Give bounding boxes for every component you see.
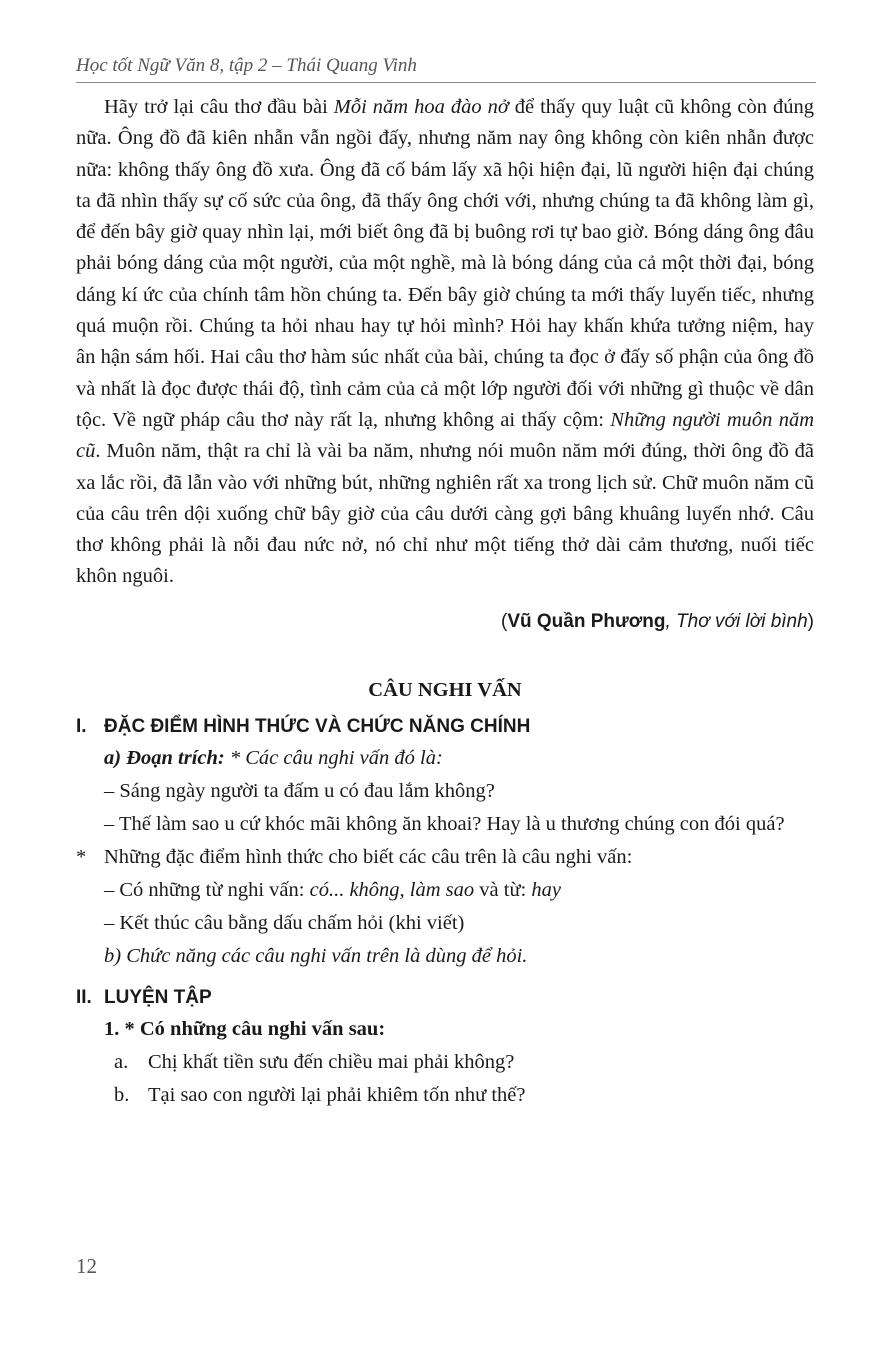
attribution-sep: ,: [665, 610, 677, 632]
page-body: [76, 92, 814, 1112]
question-2: – Thế làm sao u cứ khóc mãi không ăn khoai? Hay là u thương chúng con đói quá?: [104, 812, 785, 835]
essay-paragraph: [76, 92, 814, 593]
attribution: [76, 611, 814, 633]
part1-b-line: b) Chức năng các câu nghi vấn trên là dùng để hỏi.: [104, 944, 528, 967]
exercise-1-text: * Có những câu nghi vấn sau:: [119, 1017, 386, 1040]
exercise-1: [76, 1013, 814, 1046]
part1-number: I.: [76, 715, 87, 737]
essay-text-3: . Muôn năm, thật ra chỉ là vài ba năm, nhưng nói muôn năm mới đúng, thời ông đồ đã xa lắc rồi, đã lẫn vào với những bút, những nghiên rất xa trong lịch sử. Chữ muôn năm cũ của câu trên dội xuống chữ bây giờ của câu dưới càng gợi bâng khuâng luyến nhớ. Câu thơ không phải là nỗi đau nức nở, nó chỉ như một tiếng thở dài cảm thương, nuối tiếc khôn nguôi.: [76, 440, 814, 588]
question-1: – Sáng ngày người ta đấm u có đau lắm không?: [104, 779, 495, 802]
feature-1-b: có... không, làm sao: [309, 878, 475, 901]
list-item-letter: b.: [114, 1083, 130, 1106]
feature-1-a: – Có những từ nghi vấn:: [104, 878, 310, 901]
list-item: [76, 1079, 814, 1112]
features-text: Những đặc điểm hình thức cho biết các câu trên là câu nghi vấn:: [104, 845, 633, 868]
list-item-text: Tại sao con người lại phải khiêm tốn như thế?: [148, 1083, 526, 1106]
attribution-open: (: [501, 610, 508, 632]
attribution-author: Vũ Quần Phương: [507, 610, 666, 632]
part2-heading: [76, 983, 814, 1013]
features-line: [76, 841, 814, 874]
running-header: Học tốt Ngữ Văn 8, tập 2 – Thái Quang Vinh: [76, 55, 417, 76]
attribution-book: Thơ với lời bình: [676, 610, 808, 632]
page-number: 12: [76, 1254, 97, 1278]
part1-a-line: [76, 742, 814, 775]
header-divider: [76, 82, 816, 83]
part2-heading-text: LUYỆN TẬP: [104, 986, 212, 1008]
part1-heading: [76, 712, 814, 742]
list-item-letter: a.: [114, 1050, 129, 1073]
attribution-close: ): [807, 610, 814, 632]
list-item: [76, 1046, 814, 1079]
feature-1: [76, 874, 814, 907]
section-title: CÂU NGHI VẤN: [368, 678, 522, 701]
essay-text-2: để thấy quy luật cũ không còn đúng nữa. Ông đồ đã kiên nhẫn vẫn ngồi đấy, nhưng năm nay ông không còn kiên nhẫn được nữa: không thấy ông đồ xưa. Ông đã cố bám lấy xã hội hiện đại, lũ người hiện đại chúng ta đã nhìn thấy sự cố sức của ông, đã thấy ông chới với, nhưng chúng ta đã không làm gì, để đến bây giờ quay nhìn lại, mới biết ông đã bị buông rơi tự bao giờ. Bóng dáng ông đâu phải bóng dáng của một người, của một nghề, mà là bóng dáng của cả một thời đại, bóng dáng kí ức của chính tâm hồn chúng ta. Đến bây giờ chúng ta mới thấy luyến tiếc, nhưng quá muộn rồi. Chúng ta hỏi nhau hay tự hỏi mình? Hỏi hay khấn khứa tưởng niệm, hay ân hận sám hối. Hai câu thơ hàm súc nhất của bài, chúng ta đọc ở đấy số phận của ông đồ và nhất là đọc được thái độ, tình cảm của cả một lớp người đối với những gì thuộc về dân tộc. Về ngữ pháp câu thơ này rất lạ, nhưng không ai thấy cộm:: [76, 96, 814, 431]
poem-quote-2: Những người muôn năm cũ: [76, 408, 815, 463]
part1-a-label: a) Đoạn trích:: [104, 746, 225, 769]
feature-1-d: hay: [531, 878, 561, 901]
essay-text-1: Hãy trở lại câu thơ đầu bài: [104, 96, 334, 118]
part1-a-text: * Các câu nghi vấn đó là:: [224, 746, 443, 769]
feature-1-c: và từ:: [474, 878, 532, 901]
part2-number: II.: [76, 986, 92, 1008]
list-item-text: Chị khất tiền sưu đến chiều mai phải không?: [148, 1050, 515, 1073]
exercise-1-number: 1.: [104, 1017, 120, 1040]
part1-heading-text: ĐẶC ĐIỂM HÌNH THỨC VÀ CHỨC NĂNG CHÍNH: [104, 715, 531, 737]
poem-quote-1: Mỗi năm hoa đào nở: [333, 96, 509, 118]
feature-2: – Kết thúc câu bằng dấu chấm hỏi (khi viết): [104, 911, 465, 934]
bullet-star: *: [76, 845, 87, 868]
